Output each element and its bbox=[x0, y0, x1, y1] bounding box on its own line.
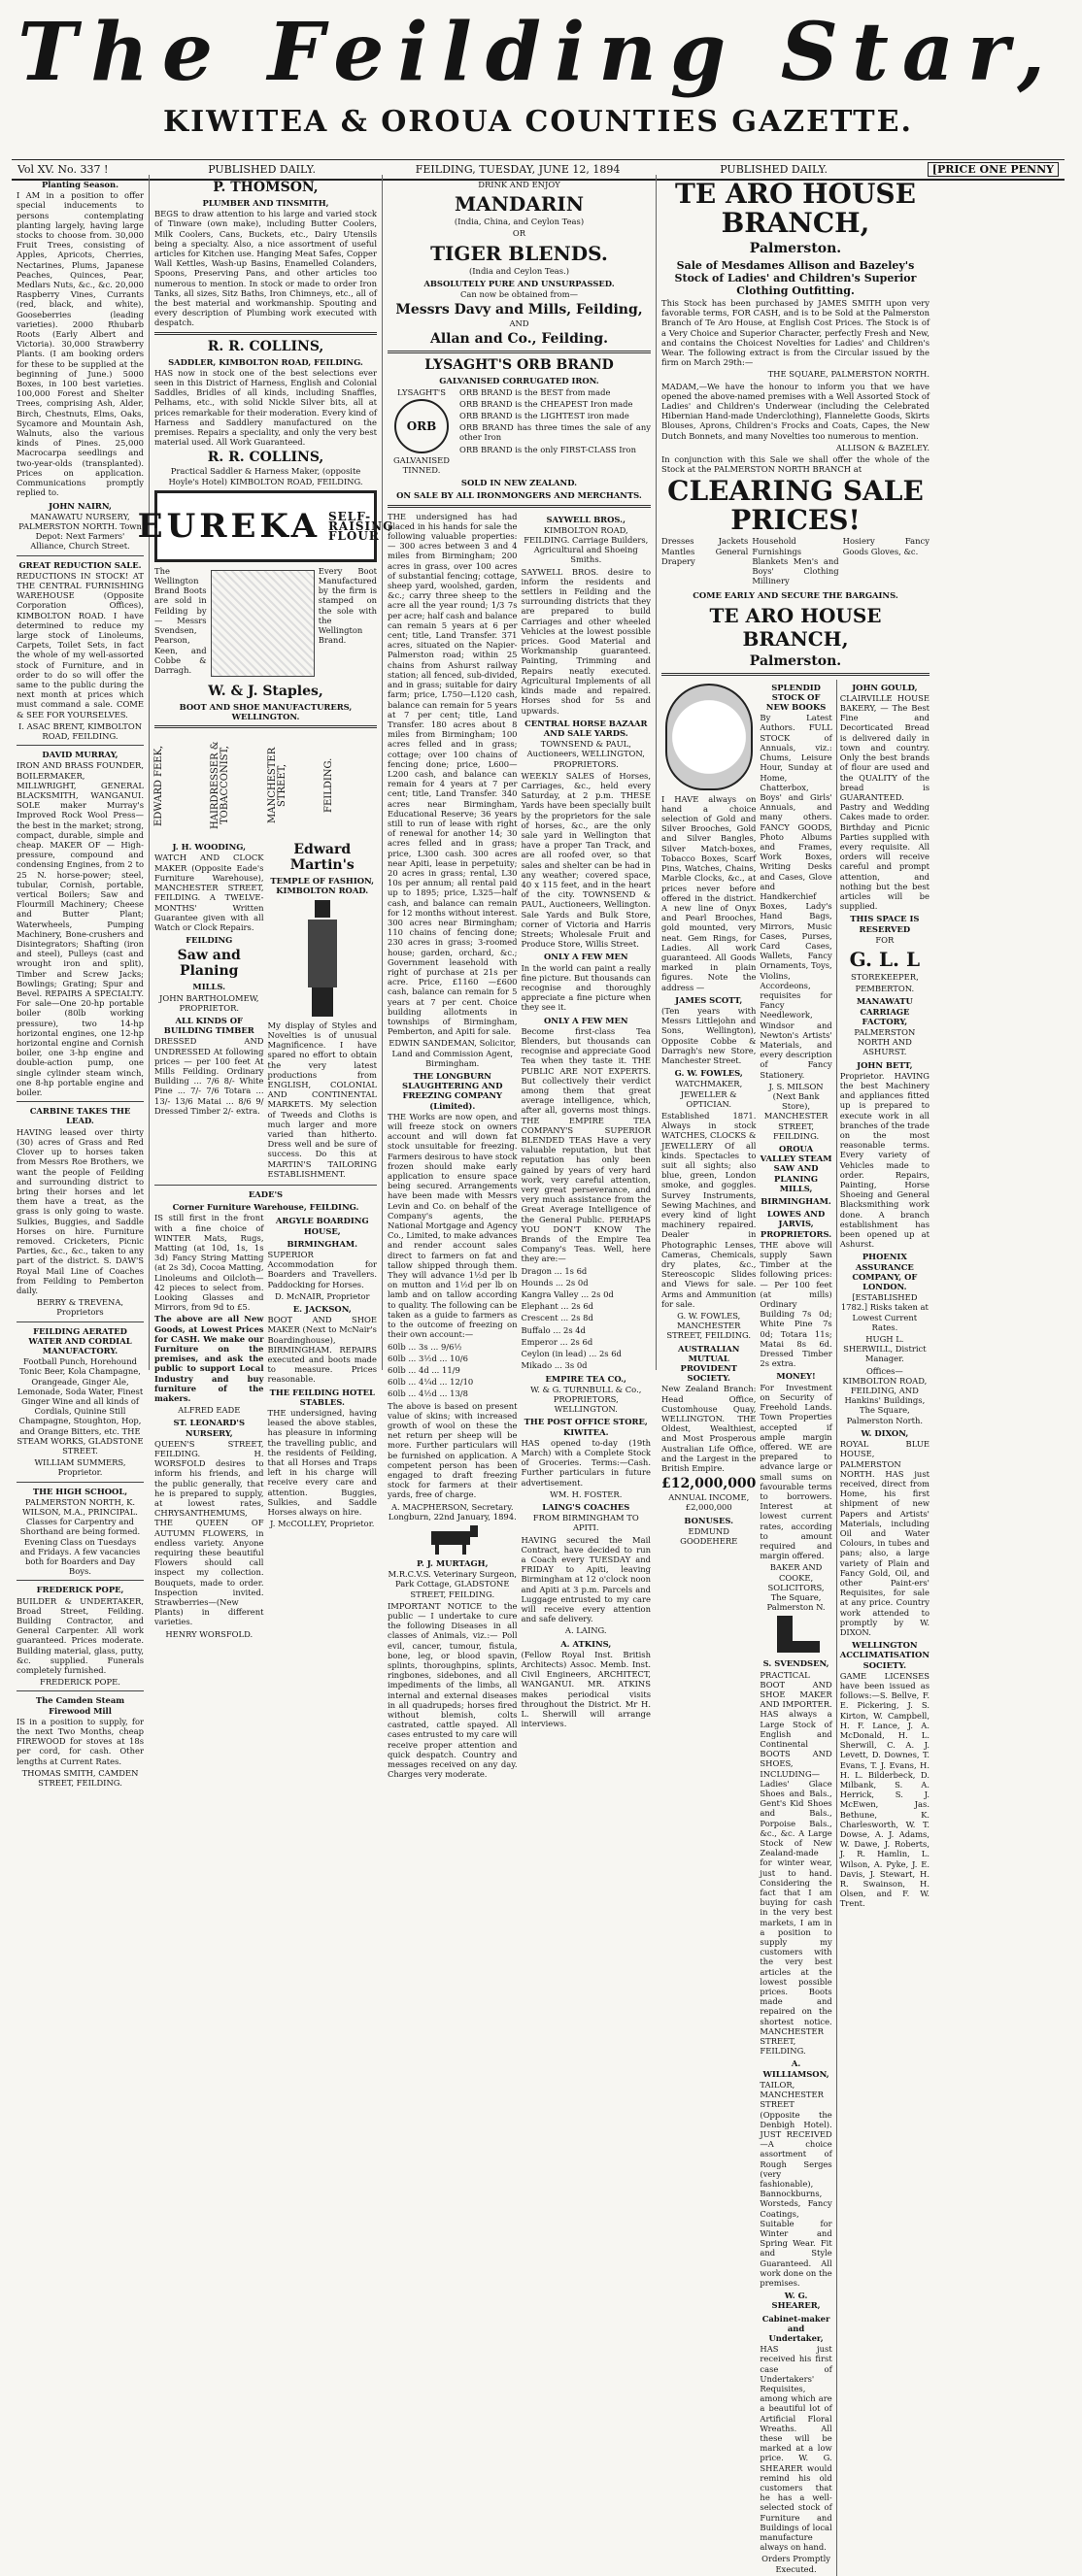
highschool-body: PALMERSTON NORTH, K. WILSON, M.A., PRINCIPAL. Classes for Carpentry and Shorthand are being formed. Evening Class on Tuesdays and Fridays. A few vacancies both for Boarders and Day Boys. bbox=[19, 1496, 141, 1577]
sale-ironmongers: ON SALE BY ALL IRONMONGERS AND MERCHANTS. bbox=[396, 490, 642, 501]
eureka-wordmark: EUREKA bbox=[137, 506, 321, 546]
feek-ad bbox=[154, 732, 377, 839]
planting-heading: Planting Season. bbox=[41, 180, 118, 189]
boot-illustration bbox=[767, 1616, 826, 1655]
stables-heading: THE FEILDING HOTEL STABLES. bbox=[269, 1387, 375, 1407]
clearing-lists bbox=[661, 536, 930, 587]
firewood-heading: The Camden Steam Firewood Mill bbox=[35, 1695, 125, 1716]
allison-signature: ALLISON & BAZELEY. bbox=[835, 442, 930, 452]
laing-heading: LAING'S COACHES bbox=[542, 1501, 630, 1512]
gll-subheading: STOREKEEPER, bbox=[850, 971, 919, 982]
gll-place: PEMBERTON. bbox=[855, 984, 915, 994]
laing-body: HAVING secured the Mail Contract, have decided to run a Coach every TUESDAY and FRIDAY to Apiti, leaving Birmingham at 12 o'clock noon and Apiti at 3 p.m. Parcels and Luggage entrusted to my care will receive every attention and safe delivery. bbox=[521, 1534, 651, 1624]
orb-emblem bbox=[394, 399, 449, 453]
williamson-heading: A. WILLIAMSON, bbox=[762, 2058, 829, 2079]
divider bbox=[17, 555, 144, 556]
mandarin-subheading: (India, China, and Ceylon Teas) bbox=[454, 217, 585, 227]
foster-signature: WM. H. FOSTER. bbox=[550, 1489, 623, 1499]
murtagh-subheading: M.R.C.V.S. Veterinary Surgeon, Park Cottage, GLADSTONE STREET, FEILDING. bbox=[388, 1569, 518, 1599]
divider bbox=[154, 725, 377, 728]
aerated-body: Football Punch, Horehound Tonic Beer, Kola Champagne, Orangeade, Ginger Ale, Lemonade, Soda Water, Finest Ginger Wine and all kinds of Cordials, Quinine Still Champagne, Stoughton, Hop, and Orange Bitters, etc. THE STEAM WORKS, GLADSTONE STREET. bbox=[17, 1356, 144, 1455]
few-men-body: In the world can paint a really fine picture. But thousands can recognise and thoroughly appreciate a fine picture when they see it. bbox=[521, 962, 651, 1013]
amp-bonuses: BONUSES. bbox=[684, 1515, 733, 1525]
divider bbox=[17, 1690, 144, 1691]
longburn-body: THE Works are now open, and will freeze stock on owners account and will down fat stock unsuitable for freezing. Farmers desirous to have stock frozen should make early application to ensure space being secured. Arrangements have been made with Messrs Levin and Co. on behalf of the Company's agents, the National Mortgage and Agency Co., Limited, to make advances and render account sales direct to farmers on fat and tallow shipped through them. They will advance 1½d per lb on mutton and 1½d per lb on lamb and on tallow according to quality. The following can be taken as a guide to farmers as to the outcome of freezing on their own account:— bbox=[388, 1111, 518, 1340]
shearer-subheading: Cabinet-maker and Undertaker, bbox=[761, 2313, 830, 2343]
mutton-row: 60lb ... 4½d ... 13/8 bbox=[388, 1388, 468, 1399]
published-daily-left: PUBLISHED DAILY. bbox=[208, 163, 316, 176]
few-men-body-2: Become first-class Tea Blenders, but thousands can recognise and appreciate Good Tea when they taste it. THE PUBLIC ARE NOT EXPERTS. But collectively their verdict among them that great average intelligence, which, after all, governs most things. THE EMPIRE TEA COMPANY'S SUPERIOR BLENDED TEAS Have a very valuable reputation, but that reputation has only been gained by years of very hard work, very careful attention, very great perseverance, and very much assistance from the Great Average Intelligence of the General Public. PERHAPS YOU DON'T KNOW The Brands of the Empire Tea Company's Teas. Well, here they are:— bbox=[521, 1025, 651, 1264]
newspaper-subtitle: KIWITEA & OROUA COUNTIES GAZETTE. bbox=[163, 105, 913, 139]
mutton-row: 60lb ... 4¼d ... 12/10 bbox=[388, 1377, 474, 1388]
drink-heading: DRINK AND ENJOY bbox=[478, 180, 560, 189]
pope-heading: FREDERICK POPE, bbox=[36, 1585, 124, 1595]
collins2-subheading: Practical Saddler & Harness Maker, (opposite Hoyle's Hotel) KIMBOLTON ROAD, FEILDING. bbox=[168, 466, 363, 486]
amp-body: New Zealand Branch: Head Office, Customhouse Quay, WELLINGTON. THE Oldest, Wealthiest, and Most Prosperous Australian Life Office, and the Largest in the British Empire. bbox=[661, 1384, 757, 1474]
longburn-heading: THE LONGBURN SLAUGHTERING AND FREEZING COMPANY (Limited). bbox=[402, 1071, 503, 1111]
tea-row: Hounds ... 2s 0d bbox=[521, 1277, 589, 1288]
martin-body: My display of Styles and Novelties is of unusual Magnificence. I have spared no effort to obtain the very latest productions from ENGLISH, COLONIAL AND CONTINENTAL MARKETS. My selection of Tweeds and Cloths is much larger and more varied than hitherto. Dress well and be sure of success. Do this at MARTIN'S TAILORING ESTABLISHMENT. bbox=[267, 1020, 377, 1179]
shearer-body: HAS just received his first case of Undertakers' Requisites, among which are a beautiful lot of Artificial Floral Wreaths. All these will be marked at a low price. W. G. SHEARER would remind his old customers that he has a well-selected stock of Furniture and Buildings of local manufacture always on hand. bbox=[760, 2344, 832, 2553]
fowles-heading: G. W. FOWLES, bbox=[674, 1068, 743, 1079]
oroua-heading: OROUA VALLEY STEAM SAW AND PLANING MILLS, bbox=[760, 1144, 832, 1193]
eade-signature: ALFRED EADE bbox=[178, 1405, 241, 1416]
space-heading: THIS SPACE IS RESERVED bbox=[850, 914, 920, 934]
nursery-heading: ST. LEONARD'S NURSERY, bbox=[173, 1418, 246, 1438]
land-body: THE undersigned has had placed in his hands for sale the following valuable properties:— 300 acres between 3 and 4 miles from Birmingham; 200 acres in grass, over 100 acres of substantial fencing; cottage, sheep yard, woolshed, garden, &c.; carry three sheep to the acre all the year round; 1/3 7s per acre; half cash and balance can remain 5 years at 6 per cent; title, Land Transfer. 371 acres, situated on the Napier-Palmerston road; within 25 chains from Ashurst railway station; all fenced, sub-divided, and in grass; suitable for dairy farm; price, L750—L120 cash, balance can remain for 5 years at 7 per cent; title, Land Transfer. 180 acres about 8 miles from Birmingham; 100 acres felled and in grass; cottage; over 100 chains of fencing done; price, L600—L200 cash, and balance can remain for 4 years at 7 per cent; title, Land Transfer. 340 acres near Birmingham, Educational Reserve; 36 years still to run of lease with right of renewal for another 14; 30 acres felled and in grass; price, L300 cash. 300 acres near Apiti, lease in perpetuity; 20 acres in grass; rental, L30 10s per annum; all rental paid up to 1895; price, L325—half cash, and balance can remain for 12 months without interest. 300 acres near Birmingham; 110 chains of fencing done; 230 acres in grass; 3-roomed house; garden, orchard, &c.; Government leasehold with right of purchase at 21s per acre. Price, £1160 —£600 cash, balance can remain for 5 years at 7 per cent. Choice building allotments in townships of Birmingham, Pemberton, and Apiti for sale. bbox=[388, 511, 518, 1037]
fowles-signature: G. W. FOWLES, MANCHESTER STREET, FEILDING. bbox=[666, 1311, 752, 1341]
brent-signature: I. ASAC BRENT, KIMBOLTON ROAD, FEILDING. bbox=[17, 720, 143, 741]
tea-row: Emperor ... 2s 6d bbox=[521, 1336, 593, 1347]
few-men-heading: ONLY A FEW MEN bbox=[543, 952, 628, 962]
lysaght-subheading: GALVANISED CORRUGATED IRON. bbox=[439, 376, 599, 386]
bett-body: Proprietor. HAVING the best Machinery and appliances fitted up is prepared to execute work in all branches of the trade on the most reasonable terms. Every variety of Vehicles made to order. Repairs, Painting, Horse Shoeing and General Blacksmithing work done. A branch establishment has been opened up at Ashurst. bbox=[839, 1070, 930, 1250]
martin-heading: Edward Martin's bbox=[289, 842, 355, 874]
davy-mills: Messrs Davy and Mills, Feilding, bbox=[395, 302, 643, 318]
col2-split-2 bbox=[154, 1213, 377, 1641]
bartholomew: JOHN BARTHOLOMEW, PROPRIETOR. bbox=[158, 992, 259, 1013]
planting-body: I AM in a position to offer special inducements to persons contemplating planting largely, having large stocks to choose from. 30,000 Fruit Trees, consisting of Apples, Apricots, Cherries, Nectarines, Plums, Japanese Peaches, Quinces, Pear, Medlars Nuts, &c., &c. 20,000 Raspberry Vines, Currants (red, black, and white), Gooseberries (leading varieties). 2000 Rhubarb Roots (Early Albert and Victoria). 30,000 Strawberry Plants. (I am booking orders for these to be supplied at the beginning of June.) 5000 Boxes, in 100 best varieties. 100,000 Forest and Shelter Trees, comprising Ash, Alder, Birch, Chestnuts, Elms, Oaks, Sycamore and Mountain Ash, Walnuts, also the various kinds of Pines. 25,000 Macrocarpa seedlings and two-year-olds (transplanted). Prices on application. Communications promptly replied to. bbox=[17, 190, 144, 498]
space-for: FOR bbox=[875, 934, 895, 945]
staples-factory-illustration bbox=[211, 570, 315, 677]
issue-date: FEILDING, TUESDAY, JUNE 12, 1894 bbox=[415, 163, 621, 176]
column-1 bbox=[12, 175, 150, 1789]
orb-text: ORB bbox=[406, 418, 437, 433]
postoffice-heading: THE POST OFFICE STORE, KIWITEA. bbox=[524, 1417, 648, 1437]
amp-heading: AUSTRALIAN MUTUAL PROVIDENT SOCIETY. bbox=[677, 1343, 740, 1384]
pope-body: BUILDER & UNDERTAKER, Broad Street, Feilding. Building Contractor, and General Carpenter. All work guaranteed. Prices moderate. Building material, glass, putty, &c. supplied. Funerals completely furnished. bbox=[17, 1595, 144, 1676]
conjunction-text: In conjunction with this Sale we shall offer the whole of the Stock at the PALMERSTON NORTH BRANCH at bbox=[661, 454, 930, 475]
horse-illustration bbox=[423, 1525, 482, 1555]
svendsen-body: PRACTICAL BOOT AND SHOE MAKER AND IMPORTER. HAS always a Large Stock of English and Continental BOOTS AND SHOES, INCLUDING— Ladies' Glace Shoes and Bals., Gent's Kid Shoes and Bals., Porpoise Bals., &c., &c. A Large Stock of New Zealand-made for winter wear, just to hand. Considering the fact that I am buying for cash in the very best markets, I am in a position to supply my customers with the very best articles at the lowest possible prices. Boots made and repaired on the shortest notice. MANCHESTER STREET, FEILDING. bbox=[760, 1669, 832, 2057]
divider bbox=[17, 745, 144, 746]
tearo-square: THE SQUARE, PALMERSTON NORTH. bbox=[767, 369, 930, 380]
column-2 bbox=[137, 175, 394, 1639]
eade-subheading: Corner Furniture Warehouse, FEILDING. bbox=[172, 1202, 359, 1213]
divider bbox=[17, 1580, 144, 1581]
oroua-subheading: BIRMINGHAM. bbox=[761, 1196, 831, 1207]
feek-town: FEILDING. bbox=[322, 758, 334, 814]
tea-row: Elephant ... 2s 6d bbox=[521, 1301, 594, 1312]
wooding-body: WATCH AND CLOCK MAKER (Opposite Eade's Furniture Warehouse), MANCHESTER STREET, FEILDING. A TWELVE-MONTHS' Written Guarantee given with all Watch or Clock Repairs. bbox=[154, 853, 264, 932]
gentleman-figure-illustration bbox=[303, 900, 342, 1017]
tea-row: Crescent ... 2s 8d bbox=[521, 1313, 593, 1323]
saywell-heading: SAYWELL BROS., bbox=[546, 514, 626, 524]
carriage-subheading: PALMERSTON NORTH AND ASHURST. bbox=[854, 1026, 916, 1057]
staples-heading: W. & J. Staples, bbox=[208, 683, 323, 699]
volume-number: Vol XV. No. 337 ! bbox=[17, 163, 109, 176]
saw-heading: FEILDING bbox=[186, 935, 233, 946]
tearo-place: Palmerston. bbox=[749, 241, 842, 256]
eade-heading: EADE'S bbox=[248, 1188, 284, 1199]
timber-body: DRESSED AND UNDRESSED At following prices — per 100 feet At Mills Feilding. Ordinary Building ... 7/6 8/- White Pine ... 7/- 7/6 Totara ... 13/- 13/6 Matai ... 8/6 9/ Dressed Timber 2/- extra. bbox=[154, 1036, 264, 1116]
orb-line: ORB BRAND is the BEST from made bbox=[459, 386, 611, 397]
feek-trade: HAIRDRESSER & TOBACCONIST, bbox=[210, 741, 231, 830]
col3-split bbox=[388, 512, 651, 1782]
divider bbox=[388, 351, 651, 353]
amp-income: ANNUAL INCOME, £2,000,000 bbox=[668, 1492, 750, 1513]
tearo2-heading: TE ARO HOUSE BRANCH, bbox=[709, 603, 882, 651]
collins2-heading: R. R. COLLINS, bbox=[207, 450, 324, 466]
fowles-subheading: WATCHMAKER, JEWELLER & OPTICIAN. bbox=[675, 1079, 743, 1109]
eade-body-2: The above are all New Goods, at Lowest Prices for CASH. We make our Furniture on the premises, and ask the public to support Local Industry and buy furniture of the makers. bbox=[154, 1314, 264, 1403]
tea-row: Mikado ... 3s 0d bbox=[521, 1360, 588, 1371]
stables-body: THE undersigned, having leased the above stables, has pleasure in informing the travelling public, and the residents of Feilding, that all Horses and Traps left in his charge will receive every care and attention. Buggies, Sulkies, and Saddle Horses always on hire. bbox=[267, 1408, 377, 1518]
scott-body: (Ten years with Messrs Littlejohn and Sons, Wellington), Opposite Cobbe & Darragh's new Store, Manchester Street. bbox=[661, 1005, 757, 1065]
staples-left-text: The Wellington Brand Boots are sold in Feilding by — Messrs Svendsen, Pearson, Keen, and Cobbe & Darragh. bbox=[154, 565, 207, 675]
carbine-heading: CARBINE TAKES THE LEAD. bbox=[29, 1106, 131, 1126]
and-label: AND bbox=[509, 318, 529, 329]
argyle-subheading: BIRMINGHAM. bbox=[287, 1238, 358, 1249]
or-label: OR bbox=[512, 228, 526, 239]
tearo-heading: TE ARO HOUSE BRANCH, bbox=[675, 178, 916, 239]
orb-line: ORB BRAND has three times the sale of any other Iron bbox=[459, 422, 651, 443]
lowes-jarvis: LOWES AND JARVIS, PROPRIETORS. bbox=[760, 1209, 832, 1239]
saw-subheading: Saw and Planing bbox=[177, 948, 241, 980]
firewood-body: IS in a position to supply, for the next Two Months, cheap FIREWOOD for stoves at 18s per cord, for cash. Other lengths at Current Rates. bbox=[17, 1716, 144, 1766]
tiger-heading: TIGER BLENDS. bbox=[430, 241, 608, 265]
eade-body: IS still first in the front with a fine choice of WINTER Mats, Rugs, Matting (at 10d, 1s, 1s 3d) Fancy String Matting (at 2s 3d), Cocoa Matting, Linoleums and Oilcloth—42 pieces to select from. Looking Glasses and Mirrors, from 9d to £5. bbox=[154, 1213, 264, 1313]
clearing-list: Household Furnishings Blankets Men's and Boys' Clothing Millinery bbox=[752, 536, 839, 586]
gould-body: CLAIRVILLE HOUSE BAKERY, — The Best Fine and Decorticated Bread is delivered daily in town and country. Only the best brands of flour are used and the QUALITY of the bread is GUARANTEED. Pastry and Wedding Cakes made to order. Birthday and Picnic Parties supplied with every requisite. All orders will receive careful and prompt attention, and nothing but the best articles will be supplied. bbox=[839, 692, 930, 912]
berry-signature: BERRY & TREVENA, Proprietors bbox=[36, 1297, 124, 1318]
phoenix-heading: PHOENIX ASSURANCE COMPANY, OF LONDON. bbox=[852, 1252, 918, 1292]
thomson-body: BEGS to draw attention to his large and varied stock of Tinware (own make), including Butter Coolers, Milk Coolers, Cans, Buckets, etc., Dairy Utensils being a specialty. Also, a nice assortment of useful articles for Kitchen use. Hanging Meat Safes, Copper Wall Kettles, Wash-up Basins, Enamelled Colanders, Spoons, Preserving Pans, and other articles too numerous to mention. In stock or made to order Iron Tanks, all sizes, Sitz Baths, Iron Chimneys, etc., all of the best material and workmanship. Spouting and every description of Plumbing work executed with despatch. bbox=[154, 209, 377, 328]
laing-signature: A. LAING. bbox=[564, 1625, 607, 1636]
fowles-body: Established 1871. Always in stock WATCHES, CLOCKS & JEWELLERY Of all kinds. Spectacles to suit all sights; also blue, green, London smoke, and goggles. Survey Instruments, Sewing Machines, and every kind of light machinery repaired. Dealer in Photographic Lenses, Cameras, Chemicals, dry plates, &c., Stereoscopic Slides and Views for sale. Arms and Ammunition for sale. bbox=[661, 1110, 757, 1309]
mandarin-heading: MANDARIN bbox=[454, 192, 585, 217]
longburn-body-2: The above is based on present value of skins; with increased growth of wool on these the net return per sheep will be more. Further particulars will be furnished on application. A competent person has been engaged to draft freezing stock for farmers at their yards, free of charge. bbox=[388, 1400, 518, 1500]
masthead bbox=[12, 0, 1065, 155]
murray-body: IRON AND BRASS FOUNDER, BOILERMAKER, MILLWRIGHT, GENERAL BLACKSMITH, WANGANUI. SOLE maker Murray's Improved Rock Wool Press—the best in the market; strong, compact, durable, simple and cheap. MAKER OF — High-pressure, compound and condensing Engines, from 2 to 25 N. horse-power; steel, tubular, Cornish, portable, vertical Boilers; Saw and Flourmill Machinery; Cheese and Butter Plant; Waterwheels, Pumping Machinery, Bone-crushers and Disintegrators; Shafting (iron and steel), Pulleys (cast and wrought iron and split), Timber and Screw Jacks; Bowlings; Grating; Spur and Bevel. REPAIRS A SPECIALTY. For sale—One 20-hp portable boiler (80lb working pressure), two 14-hp horizontal engines, one 12-hp horizontal engine and Cornish boiler, one 3-hp engine and double-action pump, one single cylinder steam winch, one 8-hp portable engine and boiler. bbox=[17, 760, 144, 1098]
dixon-heading: W. DIXON, bbox=[861, 1427, 909, 1438]
tiger-subheading: (India and Ceylon Teas.) bbox=[468, 265, 570, 276]
townsend-subheading: TOWNSEND & PAUL, Auctioneers, WELLINGTON, PROPRIETORS. bbox=[526, 739, 645, 769]
dixon-body: ROYAL BLUE HOUSE, PALMERSTON NORTH. HAS just received, direct from Home, his first shipment of new Papers and Artists' Materials, including Oil and Water Colours, in tubes and pans; also, a large variety of Plain and Fancy Gold, Oil, and other Paint-ers' Requisites, for sale at any price. Country work attended to promptly by W. DIXON. bbox=[839, 1439, 930, 1637]
tearo-letter: MADAM,—We have the honour to inform you that we have opened the above-named premises with a Well Assorted Stock of Ladies' and Children's Underwear (including the Celebrated Hibernian Hand-made Underclothing), Flannelette Goods, Skirts Blouses, Aprons, Children's Frocks and Coats, Capes, the New Dutch Bonnets, and many Novelties too numerous to mention. bbox=[661, 381, 930, 441]
milson-signature: J. S. MILSON (Next Bank Store), MANCHESTER STREET, FEILDING. bbox=[763, 1081, 828, 1141]
divider bbox=[17, 1482, 144, 1483]
timber-heading: ALL KINDS OF BUILDING TIMBER bbox=[163, 1015, 254, 1036]
col4-split bbox=[661, 680, 930, 2576]
divider bbox=[154, 1185, 377, 1186]
obtained-label: Can now be obtained from— bbox=[460, 289, 578, 300]
murtagh-heading: P. J. MURTAGH, bbox=[416, 1557, 489, 1568]
mccolley-signature: J. McCOLLEY, Proprietor. bbox=[270, 1519, 375, 1529]
gll-name: G. L. L bbox=[849, 947, 921, 971]
money-heading: MONEY! bbox=[776, 1371, 816, 1382]
argyle-body: SUPERIOR Accommodation for Boarders and Travellers. Paddocking for Horses. bbox=[267, 1249, 377, 1289]
acclimatisation-body: GAME LICENSES have been issued as follows:—S. Bellve, F. E. Pickering, J. S. Kirton, W. Campbell, H. F. Lance, J. A. McDonald, H. L. Sherwill, C. A. J. Levett, D. Downes, T. Evans, T. J. Evans, H. H. L. Bilderbeck, D. Milbank, S. A. Herrick, S. J. McEwen, Jas. Bethune, K. Charlesworth, W. T. Dowse, A. J. Adams, W. Dawe, J. Roberts, J. R. Hamlin, L. Wilson, A. Pyke, J. E. Davis, J. Stewart, H. R. Swainson, H. Olsen, and F. W. Trent. bbox=[839, 1670, 930, 1909]
williamson-body: TAILOR, MANCHESTER STREET (Opposite the Denbigh Hotel). JUST RECEIVED—A choice assortment of Rough Serges (very fashionable), Bannockburns, Worsteds, Fancy Coatings, Suitable for Winter and Spring Wear. Fit and Style Guaranteed. All work done on the premises. bbox=[760, 2079, 832, 2288]
thomas-signature: THOMAS SMITH, CAMDEN STREET, FEILDING. bbox=[21, 1767, 139, 1789]
tearo-body: This Stock has been purchased by JAMES SMITH upon very favorable terms, FOR CASH, and is to be Sold at the Palmerston Branch of Te Aro House, at English Cost Prices. The Stock is of a Very Choice and Superior Character, perfectly Fresh and New, and contains the Choicest Novelties for Ladies' and Children's Wear. The following extract is from the Circular issued by the firm on March 29th:— bbox=[661, 298, 930, 368]
aerated-heading: FEILDING AERATED WATER AND CORDIAL MANUFACTORY. bbox=[28, 1325, 132, 1355]
oroua-body: THE above will supply Sawn Timber at the following prices:— Per 100 feet (at mills) Ordinary Building 7s 0d; White Pine 7s 0d; Totara 11s; Matai 8s 6d. Dressed Timber 2s extra. bbox=[760, 1239, 832, 1369]
atkins-body: (Fellow Royal Inst. British Architects) Assoc. Memb. Inst. Civil Engineers, ARCHITECT, WANGANUI. MR. ATKINS makes periodical visits throughout the District. Mr H. L. Sherwill will arrange interviews. bbox=[521, 1649, 651, 1729]
orb-ad bbox=[388, 387, 651, 476]
few-men-heading-2: ONLY A FEW MEN bbox=[543, 1015, 628, 1025]
tea-row: Buffalo ... 2s 4d bbox=[521, 1324, 587, 1335]
allan-co: Allan and Co., Feilding. bbox=[429, 331, 609, 348]
pocket-watch-illustration bbox=[665, 684, 753, 790]
columns bbox=[12, 175, 1065, 2574]
divider bbox=[154, 332, 377, 335]
clearing-list: Dresses Jackets Mantles General Drapery bbox=[661, 536, 749, 566]
offices-text: Offices— KIMBOLTON ROAD, FEILDING, AND Hankins' Buildings, The Square, Palmerston North. bbox=[842, 1365, 928, 1425]
books-heading: SPLENDID STOCK OF NEW BOOKS bbox=[765, 682, 827, 713]
saywell-body: SAYWELL BROS. desire to inform the residents and settlers in Feilding and the surrounding districts that they are prepared to build Carriages and other wheeled Vehicles at the lowest possible prices. Good Material and Workmanship guaranteed. Painting, Trimming and Repairs neatly executed. Agricultural Implements of all kinds made and repaired. Horses shod for 5s and upwards. bbox=[521, 566, 651, 716]
tearo2-place: Palmerston. bbox=[749, 652, 842, 669]
tearo-subheading: Sale of Mesdames Allison and Bazeley's Stock of Ladies' and Children's Superior Clothing Outfitting. bbox=[674, 259, 917, 297]
column-4 bbox=[657, 175, 934, 2574]
money-body: For Investment on Security of Freehold Lands. Town Properties accepted if ample margin offered. WE are prepared to advance large or small sums on favourable terms to borrowers. Interest at lowest current rates, according to amount required and margin offered. bbox=[760, 1382, 832, 1561]
reduction-heading: GREAT REDUCTION SALE. bbox=[18, 559, 142, 570]
wooding-heading: J. H. WOODING, bbox=[172, 842, 246, 853]
eureka-flour-logo bbox=[137, 490, 394, 562]
clearing-sale-heading: CLEARING SALE PRICES! bbox=[667, 475, 924, 537]
feek-name: EDWARD FEEK, bbox=[153, 745, 164, 826]
feek-street: MANCHESTER STREET, bbox=[266, 748, 287, 824]
galvanised-label: GALVANISED TINNED. bbox=[392, 454, 451, 476]
divider bbox=[388, 505, 651, 508]
macpherson-signature: A. MACPHERSON, Secretary. Longburn, 22nd January, 1894. bbox=[388, 1501, 517, 1522]
watch-body: I HAVE always on hand a choice selection of Gold and Silver Brooches, Gold and Silver Bangles, Silver Match-boxes, Tobacco Boxes, Scarf Pins, Watches, Chains, Marble Clocks, &c., at prices never before offered in the district. A new line of Onyx and Pearl Brooches, gold mounted, very neat. Gem Rings, for Ladies. All work guaranteed. All Goods marked in plain figures. Note the address — bbox=[661, 793, 757, 992]
laing-subheading: FROM BIRMINGHAM TO APITI. bbox=[532, 1513, 639, 1533]
murtagh-body: IMPORTANT NOTICE to the public — I undertake to cure the following Diseases in all classes of Animals, viz.:— Poll evil, cancer, tumour, fistula, bone, leg, or blood spavin, splints, thoroughpins, splints, ringbones, sidebones, and all impediments of the limbs, all internal and external diseases in all quadrupeds; horses fired without blemish, colts castrated, cattle spayed. All cases entrusted to my care will receive proper attention and quick despatch. Country and messages received on any day. Charges very moderate. bbox=[388, 1600, 518, 1780]
jackson-heading: E. JACKSON, bbox=[292, 1303, 352, 1314]
argyle-heading: ARGYLE BOARDING HOUSE, bbox=[275, 1216, 369, 1236]
baker-signature: BAKER AND COOKE, SOLICITORS, The Square, Palmerston N. bbox=[766, 1562, 826, 1613]
nursery-body: QUEEN'S STREET, FEILDING. H. WORSFOLD desires to inform his friends, and the public generally, that he is prepared to supply, at lowest rates, CHRYSANTHEMUMS, THE QUEEN OF AUTUMN FLOWERS, in endless variety. Anyone requiring these beautiful Flowers should call inspect my collection. Bouquets, made to order. Inspection invited. Strawberries—(New Plants) in different varieties. bbox=[154, 1438, 264, 1627]
pope-signature: FREDERICK POPE. bbox=[40, 1677, 120, 1688]
postoffice-body: HAS opened to-day (19th March) with a Complete Stock of Groceries. Terms:—Cash. Further particulars in future advertisement. bbox=[521, 1437, 651, 1488]
summers-signature: WILLIAM SUMMERS, Proprietor. bbox=[34, 1457, 126, 1478]
phoenix-body: [ESTABLISHED 1782.] Risks taken at Lowest Current Rates. bbox=[840, 1292, 929, 1332]
turnbull-signature: W. & G. TURNBULL & Co., PROPRIETORS, WELLINGTON. bbox=[530, 1384, 642, 1415]
saw-mills: MILLS. bbox=[192, 982, 226, 992]
james-scott: JAMES SCOTT, bbox=[675, 994, 743, 1005]
collins-body: HAS now in stock one of the best selections ever seen in this District of Harness, English and Colonial Saddles, Bridles of all kinds, including Snaffles, Pelhams, etc., with solid Nickle Silver bits, all at prices remarkable for their moderation. Every kind of Harness and Saddlery manufactured on the premises. Repairs a speciality, and only the very best material used. All Work Guaranteed. bbox=[154, 367, 377, 448]
divider bbox=[17, 1101, 144, 1102]
amp-funds: £12,000,000 bbox=[661, 1476, 757, 1492]
murray-heading: DAVID MURRAY, bbox=[42, 750, 118, 760]
staples-ad bbox=[154, 566, 377, 681]
saywell-subheading: KIMBOLTON ROAD, FEILDING. Carriage Builders, Agricultural and Shoeing Smiths. bbox=[524, 524, 649, 565]
gould-heading: JOHN GOULD, bbox=[852, 682, 918, 692]
mutton-row: 60lb ... 3½d ... 10/6 bbox=[388, 1353, 468, 1363]
sold-nz: SOLD IN NEW ZEALAND. bbox=[460, 478, 578, 488]
jackson-body: BOOT AND SHOE MAKER (Next to McNair's Boardinghouse), BIRMINGHAM. REPAIRS executed and boots made to measure. Prices reasonable. bbox=[267, 1315, 377, 1385]
tea-row: Ceylon (in lead) ... 2s 6d bbox=[521, 1349, 622, 1359]
atkins-heading: A. ATKINS, bbox=[560, 1638, 612, 1649]
orb-line: ORB BRAND is the CHEAPEST Iron made bbox=[459, 398, 633, 409]
mcnair-signature: D. McNAIR, Proprietor bbox=[275, 1290, 370, 1301]
eureka-subtitle: SELF-RAISING FLOUR bbox=[327, 509, 394, 543]
townsend-heading: CENTRAL HORSE BAZAAR AND SALE YARDS. bbox=[524, 718, 648, 738]
published-daily-right: PUBLISHED DAILY. bbox=[720, 163, 828, 176]
highschool-heading: THE HIGH SCHOOL, bbox=[32, 1486, 128, 1496]
shearer-heading: W. G. SHEARER, bbox=[771, 2291, 821, 2311]
collins-subheading: SADDLER, KIMBOLTON ROAD, FEILDING. bbox=[168, 356, 363, 367]
come-early: COME EARLY AND SECURE THE BARGAINS. bbox=[693, 590, 898, 601]
sherwill-signature: HUGH L. SHERWILL, District Manager. bbox=[843, 1334, 927, 1364]
carriage-heading: MANAWATU CARRIAGE FACTORY, bbox=[856, 996, 913, 1026]
staples-subheading: BOOT AND SHOE MANUFACTURERS, WELLINGTON. bbox=[179, 701, 353, 722]
price-label: [PRICE ONE PENNY bbox=[928, 162, 1059, 177]
townsend-body: WEEKLY SALES of Horses, Carriages, &c., held every Saturday, at 2 p.m. THESE Yards have been specially built by the proprietors for the sale of horses, &c., are the only sale yard in Wellington that have a proper Tan Track, and are all roofed over, so that sales and shelter can be had in any weather; covered space, 40 x 115 feet, and in the heart of the city. TOWNSEND & PAUL, Auctioneers, Wellington. Sale Yards and Bulk Store, corner of Victoria and Harris Streets; Wholesale Fruit and Produce Store, Willis Street. bbox=[521, 770, 651, 950]
lysaght-heading: LYSAGHT'S ORB BRAND bbox=[424, 357, 614, 374]
pure-label: ABSOLUTELY PURE AND UNSURPASSED. bbox=[423, 278, 615, 288]
acclimatisation-heading: WELLINGTON ACCLIMATISATION SOCIETY. bbox=[839, 1640, 930, 1670]
nairn-body: MANAWATU NURSERY, PALMERSTON NORTH. Town Depot: Next Farmers' Alliance, Church Street. bbox=[18, 511, 142, 552]
nairn-name: JOHN NAIRN, bbox=[49, 500, 112, 511]
reduction-body: REDUCTIONS IN STOCK! AT THE CENTRAL FURNISHING WAREHOUSE (Opposite Corporation Offices), KIMBOLTON ROAD. I have determined to reduce my large stock of Linoleums, Carpets, Toilet Sets, in fact the whole of my well-assorted stock of Furniture, and in order to do so will offer the same to the public during the next month at prices which must command a sale. COME & SEE FOR YOURSELVES. bbox=[17, 570, 144, 719]
lysaght-label: LYSAGHT'S bbox=[397, 386, 446, 397]
martin-subheading: TEMPLE OF FASHION, KIMBOLTON ROAD. bbox=[270, 876, 375, 896]
mutton-row: 60lb ... 3s ... 9/6½ bbox=[388, 1341, 462, 1352]
thomson-heading: P. THOMSON, bbox=[213, 180, 319, 195]
newspaper-title: The Feilding Star, bbox=[17, 6, 1059, 99]
books-body: By Latest Authors. FULL STOCK of Annuals, viz.: Chums, Leisure Hour, Sunday at Home, Chatterbox, Boys' and Girls' Annuals, and many others. FANCY GOODS, Photo Albums and Frames, Work Boxes, Writing Desks and Cases, Glove and Handkerchief Boxes, Lady's Hand Bags, Mirrors, Music Cases, Purses, Card Cases, Wallets, Fancy Ornaments, Toys, Violins, Accordeons, requisites for Fancy Needlework, Windsor and Newton's Artists' Materials, and every description of Fancy Stationery. bbox=[760, 713, 832, 1080]
divider bbox=[661, 673, 930, 676]
tea-row: Kangra Valley ... 2s 0d bbox=[521, 1289, 614, 1300]
goodenhere-signature: EDMUND GOODEHERE bbox=[680, 1525, 738, 1547]
column-3 bbox=[383, 175, 657, 1780]
bett-heading: JOHN BETT, bbox=[857, 1059, 913, 1070]
clearing-list: Hosiery Fancy Goods Gloves, &c. bbox=[842, 536, 930, 556]
empire-heading: EMPIRE TEA CO., bbox=[545, 1373, 626, 1384]
divider bbox=[17, 1321, 144, 1322]
svendsen-heading: S. SVENDSEN, bbox=[762, 1658, 829, 1669]
col2-split bbox=[154, 839, 377, 1181]
mutton-row: 60lb ... 4d ... 11/9 bbox=[388, 1364, 460, 1375]
orb-line: ORB BRAND is the LIGHTEST iron made bbox=[459, 411, 629, 421]
collins-heading: R. R. COLLINS, bbox=[207, 338, 324, 354]
thomson-subheading: PLUMBER AND TINSMITH, bbox=[202, 198, 329, 208]
staples-right-text: Every Boot Manufactured by the firm is stamped on the sole with the Wellington Brand. bbox=[318, 565, 378, 646]
orders-label: Orders Promptly Executed. bbox=[761, 2554, 831, 2574]
carbine-body: HAVING leased over thirty (30) acres of Grass and Red Clover up to horses taken from Messrs Roe Brothers, we want the people of Feilding and surrounding district to bring their horses and let them have a treat, as the grass is only going to waste. Sulkies, Buggies, and Saddle Horses on hire. Furniture removed. Cricketers, Picnic Parties, &c., &c., taken to any part of the district. S. DAW'S Royal Mail Line of Coaches from Feilding to Pemberton daily. bbox=[17, 1126, 144, 1295]
sandeman-signature: EDWIN SANDEMAN, Solicitor, Land and Commission Agent, Birmingham. bbox=[389, 1038, 517, 1068]
orb-line: ORB BRAND is the only FIRST-CLASS Iron bbox=[459, 444, 636, 454]
tea-row: Dragon ... 1s 6d bbox=[521, 1265, 588, 1276]
worsfold-signature: HENRY WORSFOLD. bbox=[165, 1628, 254, 1639]
